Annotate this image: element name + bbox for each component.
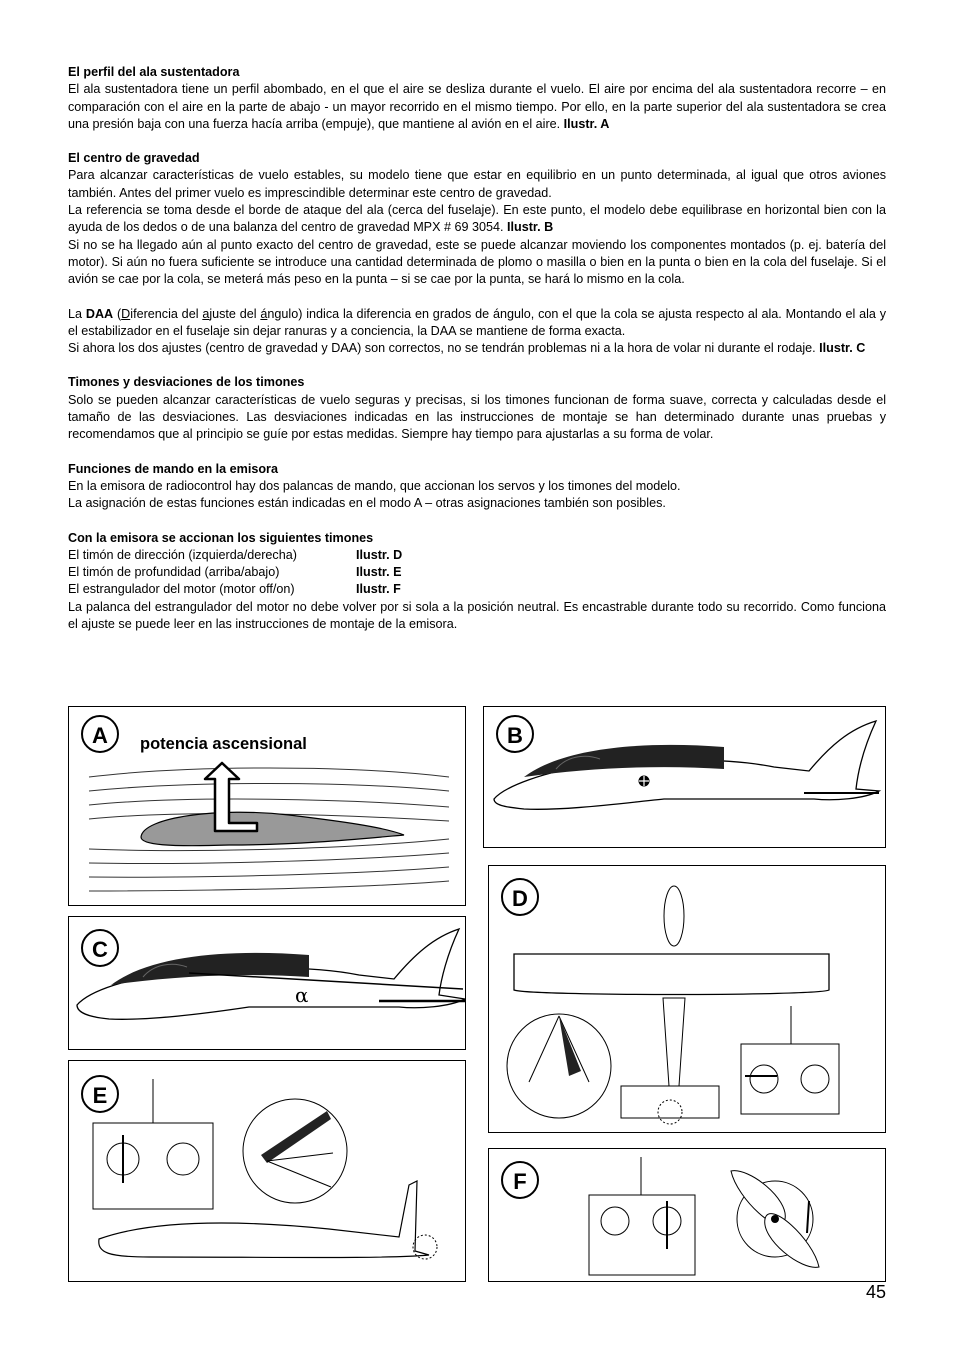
page-number: 45 bbox=[865, 1282, 886, 1302]
figure-label-a: A bbox=[81, 715, 119, 753]
figure-label-c: C bbox=[81, 929, 119, 967]
ref-illustration-b: Ilustr. B bbox=[507, 220, 554, 235]
glider-incidence-view bbox=[69, 917, 466, 1050]
para-rudders: Solo se pueden alcanzar características de vuelo seguras y precisas, si los timones funcionan de forma suave, correcta y calculadas desde el tamaño de las desviaciones. Las desviaciones indicadas en las instrucciones de montaje se han determinado durante unas pruebas y recomendamos que al principio se guíe por estas medidas. Siempre hay tiempo para ajustarlas a su forma de volar. bbox=[68, 392, 886, 442]
elevator-side-view bbox=[69, 1061, 466, 1282]
section-transmitter-functions bbox=[68, 461, 886, 513]
para-cog-3: Si no se ha llegado aún al punto exacto del centro de gravedad, este se puede alcanzar moviendo los componentes montados (p. ej. batería del motor). Si aún no fuera suficiente se introduce una cantidad determinada de plomo o masilla o bien en la punta o bien en la cola del fuselaje. Si el avión se cae por la cola, se meterá más peso en la punta – si se cae por la punta, se hará lo mismo en la cola. bbox=[68, 237, 886, 287]
section-wing-profile bbox=[68, 64, 886, 133]
heading-center-of-gravity: El centro de gravedad bbox=[68, 151, 200, 166]
figure-c bbox=[68, 916, 466, 1050]
body-text bbox=[68, 64, 886, 650]
figure-label-d: D bbox=[501, 878, 539, 916]
lift-caption: potencia ascensional bbox=[140, 735, 307, 753]
figure-label-b: B bbox=[496, 715, 534, 753]
section-controls bbox=[68, 530, 886, 634]
glider-side-view bbox=[484, 707, 886, 848]
para-cog-1: Para alcanzar características de vuelo estables, su modelo tiene que estar en equilibrio en un punto determinada, al igual que otros aviones también. Antes del primer vuelo es imprescindible determinar este centro de gravedad. bbox=[68, 168, 886, 200]
heading-rudders: Timones y desviaciones de los timones bbox=[68, 375, 305, 390]
heading-transmitter-functions: Funciones de mando en la emisora bbox=[68, 461, 278, 476]
figure-d bbox=[488, 865, 886, 1133]
figure-f bbox=[488, 1148, 886, 1282]
ref-illustration-a: Ilustr. A bbox=[563, 116, 610, 131]
figure-label-f: F bbox=[501, 1161, 539, 1199]
para-daa-1: ngulo) indica la diferencia en grados de ángulo, con el que la cola se ajusta respecto al ala. Montando el ala y el estabilizador en el fuselaje sin dejar ranuras y a conciencia, la DAA se mantiene de forma exacta. bbox=[68, 306, 886, 338]
para-wing-profile: El ala sustentadora tiene un perfil abombado, en el que el aire se desliza durante el vuelo. El aire por encima del ala sustentadora recorre – en comparación con el aire en la parte de abajo - un mayor recorrido en el mismo tiempo. Por ello, en la parte superior del ala sustentadora se crea una presión baja con una fuerza hacía arriba (empuje), que mantiene al avión en el aire. bbox=[68, 82, 886, 131]
daa-abbr: DAA bbox=[85, 306, 114, 321]
section-rudders bbox=[68, 374, 886, 443]
section-daa: La DAA (Diferencia del ajuste del ángulo) indica la diferencia en grados de ángulo, con el que la cola se ajusta respecto al ala. Montando el ala y el estabilizador en el fuselaje sin dejar ranuras y a conciencia, la DAA se mantiene de forma exacta. Si ahora los dos ajustes (centro de gravedad y DAA) son correctos, no se tendrán problemas ni a la hora de volar ni durante el rodaje. Ilustr. C bbox=[68, 306, 886, 356]
para-transmitter-1: En la emisora de radiocontrol hay dos palancas de mando, que accionan los servos y los timones del modelo. bbox=[68, 478, 681, 493]
control-row: El timón de dirección (izquierda/derecha) Ilustr. D bbox=[68, 547, 403, 562]
para-cog-2: La referencia se toma desde el borde de ataque del ala (cerca del fuselaje). En este punto, el modelo debe equilibrase en horizontal bien con la ayuda de los dedos o de una balanza del centro de gravedad MPX # 69 3054. bbox=[68, 203, 886, 235]
ref-illustration-c: Ilustr. C bbox=[819, 341, 866, 356]
daa-intro: La bbox=[68, 306, 83, 321]
para-transmitter-2: La asignación de estas funciones están indicadas en el modo A – otras asignaciones también son posibles. bbox=[68, 496, 666, 511]
para-throttle: La palanca del estrangulador del motor no debe volver por si sola a la posición neutral. Es encastrable durante todo su recorrido. Como funciona el ajuste se puede leer en las instrucciones de montaje de la emisora. bbox=[68, 599, 886, 632]
airfoil-shape bbox=[141, 812, 404, 845]
figure-b bbox=[483, 706, 886, 848]
rudder-top-view bbox=[489, 866, 886, 1133]
para-daa-2: Si ahora los dos ajustes (centro de gravedad y DAA) son correctos, no se tendrán problemas ni a la hora de volar ni durante el rodaje. bbox=[68, 341, 816, 356]
figure-e bbox=[68, 1060, 466, 1282]
control-row: El estrangulador del motor (motor off/on) Ilustr. F bbox=[68, 582, 401, 597]
angle-symbol: α bbox=[295, 983, 309, 1007]
heading-controls: Con la emisora se accionan los siguientes timones bbox=[68, 530, 374, 545]
section-center-of-gravity bbox=[68, 150, 886, 288]
figure-label-e: E bbox=[81, 1075, 119, 1113]
figure-a bbox=[68, 706, 466, 906]
control-row: El timón de profundidad (arriba/abajo) Ilustr. E bbox=[68, 565, 402, 580]
throttle-diagram bbox=[489, 1149, 886, 1282]
heading-wing-profile: El perfil del ala sustentadora bbox=[68, 65, 240, 79]
